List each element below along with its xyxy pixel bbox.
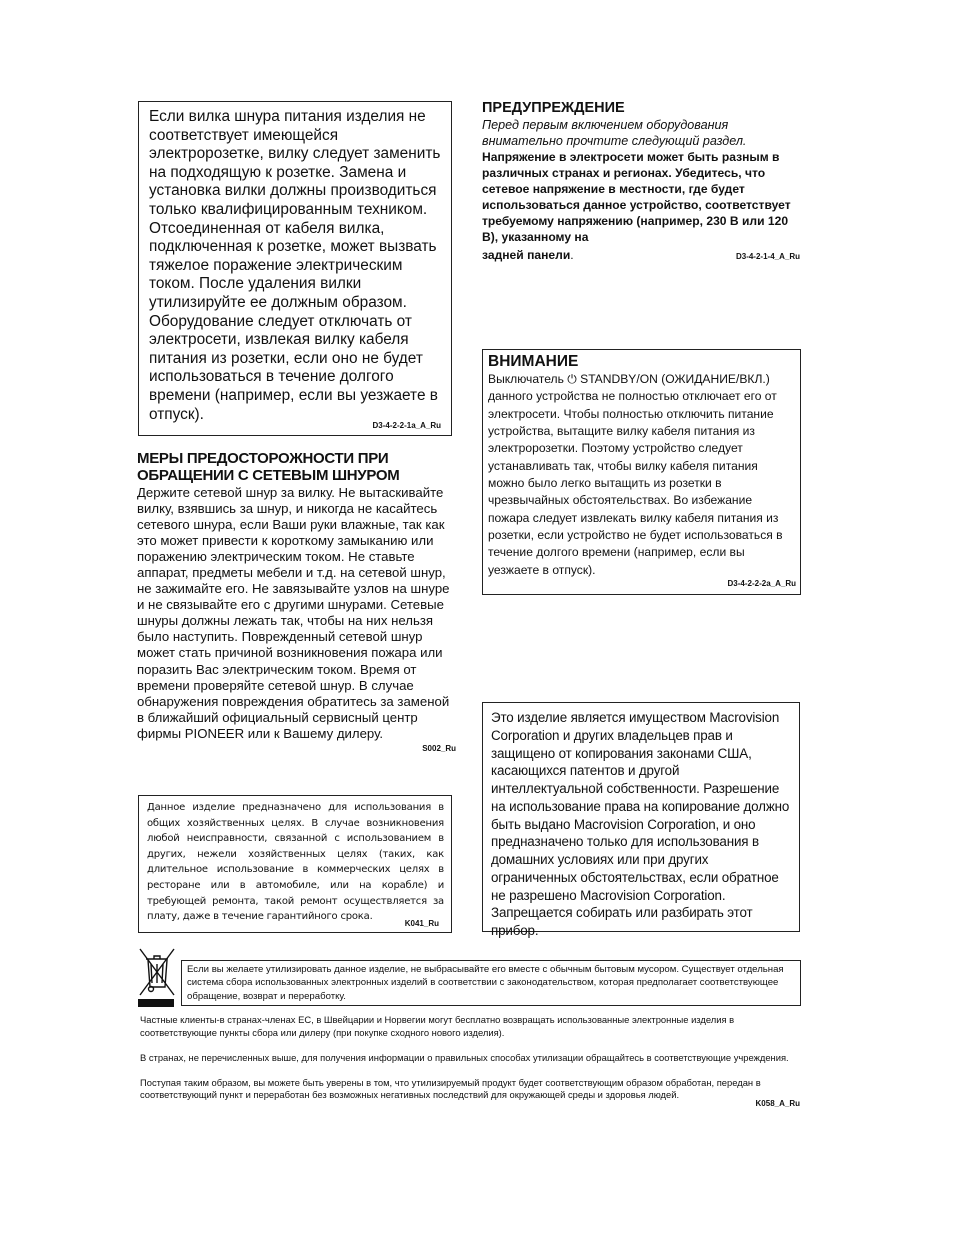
warning-period: . — [570, 247, 574, 262]
cord-heading — [137, 451, 453, 484]
doc-code: S002_Ru — [422, 743, 456, 753]
caution-text — [488, 371, 796, 579]
cord-heading-line1: МЕРЫ ПРЕДОСТОРОЖНОСТИ ПРИ — [137, 450, 389, 467]
recycling-box-text: Если вы желаете утилизировать данное изделие, не выбрасывайте его вместе с обычным бытовым мусором. Существует отдельная система сбора использованных электронных изделий в соответствии с законодательством, которая предполагает соответствующее обращение, возврат и переработку. — [187, 964, 784, 1002]
recycling-other-countries-text: В странах, не перечисленных выше, для получения информации о правильных способах утилизации обращайтесь в соответствующие учреждения. — [140, 1051, 789, 1063]
warning-voltage-text-end: задней панели — [482, 247, 571, 262]
voltage-warning — [482, 100, 800, 266]
recycling-assurance-text: Поступая таким образом, вы можете быть уверены в том, что утилизируемый продукт будет соответствующим образом обработан, передан в соответствующий пункт и переработан без возможных негативных последствий для окружающей среды и здоровья людей. — [140, 1076, 761, 1101]
plug-replacement-warning-box — [138, 101, 452, 436]
household-use-notice-box — [138, 795, 452, 933]
macrovision-text: Это изделие является имуществом Macrovision Corporation и других владельцев прав и защищено от копирования законами США, касающихся патентов и другой интеллектуальной собственности. Разрешение на использование права на копирование должно быть выдано Macrovision Corporation, и оно предназначено только для использования в домашних условиях или при других ограниченных обстоятельствах, если обратное не разрешено Macrovision Corporation. Запрещается собирать или разбирать этот прибор. — [491, 710, 790, 938]
plug-replacement-text: Если вилка шнура питания изделия не соответствует имеющейся электророзетке, вилку следует заменить на подходящую к розетке. Замена и установка вилки должны производиться только квалифицированным техником. Отсоединенная от кабеля вилка, подключенная к розетке, может вызвать тяжелое поражение электрическим током. После удаления вилки утилизируйте ее должным образом. Оборудование следует отключать от электросети, извлекая вилку кабеля питания из розетки, если оно не будет использоваться в течение долгого времени (например, если вы уезжаете в отпуск). — [149, 108, 441, 423]
recycling-info — [140, 1014, 800, 1111]
power-standby-icon: ⏻ — [567, 372, 577, 386]
macrovision-notice-box — [482, 702, 800, 938]
standby-caution-box — [482, 349, 801, 595]
power-cord-precautions — [137, 450, 456, 753]
warning-intro: Перед первым включением оборудования внимательно прочтите следующий раздел. — [482, 118, 747, 148]
caution-text-body: STANDBY/ON (ОЖИДАНИЕ/ВКЛ.) данного устройства не полностью отключает его от электросети. Чтобы полностью отключить питание устройства, вытащите вилку кабеля питания из электророзетки. Поэтому устройство следует устанавливать так, чтобы вилку кабеля питания можно было легко вытащить из розетки в чрезвычайных обстоятельствах. Во избежание пожара следует извлекать вилку кабеля питания из розетки, если устройство не будет использоваться в течение долгого времени (например, если вы уезжаете в отпуск). — [488, 372, 783, 577]
warning-last-line — [482, 246, 800, 266]
doc-code: D3-4-2-1-4_A_Ru — [735, 251, 800, 261]
warning-heading: ПРЕДУПРЕЖДЕНИЕ — [482, 100, 625, 116]
crossed-out-wheelie-bin-icon — [138, 947, 176, 1007]
doc-code: K058_A_Ru — [755, 1099, 800, 1109]
caution-text-start: Выключатель — [488, 372, 568, 386]
caution-heading: ВНИМАНИЕ — [488, 353, 579, 370]
doc-code: D3-4-2-2-1a_A_Ru — [372, 421, 441, 430]
warning-voltage-text: Напряжение в электросети может быть разным в различных странах и регионах. Убедитесь, что сетевое напряжение в местности, где будет использоваться данное устройство, соответствует требуемому напряжению (например, 230 В или 120 В), указанному на — [482, 150, 791, 245]
recycling-notice-box — [181, 960, 801, 1006]
recycling-eu-text: Частные клиенты-в странах-членах ЕС, в Швейцарии и Норвегии могут бесплатно возвращать использованные электронные изделия в соответствующие пункты сбора или дилеру (при покупке сходного нового изделия). — [140, 1014, 735, 1038]
doc-code: K041_Ru — [404, 919, 439, 928]
household-use-text: Данное изделие предназначено для использования в общих хозяйственных целях. В случае возникновения любой неисправности, связанной с использованием в других, нежели хозяйственных целях (таких, как длительное использование в коммерческих целях в ресторане или в автомобиле, или на корабле) и требующей ремонта, такой ремонт осуществляется за плату, даже в течение гарантийного срока. — [147, 802, 444, 923]
doc-code: D3-4-2-2-2a_A_Ru — [727, 579, 796, 589]
cord-text: Держите сетевой шнур за вилку. Не вытаскивайте вилку, взявшись за шнур, и никогда не касайтесь сетевого шнура, если Ваши руки влажные, так как это может привести к короткому замыканию или поражению электрическим током. Не ставьте аппарат, предметы мебели и т.д. на сетевой шнур, не зажимайте его. Не завязывайте узлов на шнуре и не связывайте его с другими шнурами. Сетевые шнуры должны лежать так, чтобы на них нельзя было наступить. Поврежденный сетевой шнур может стать причиной возникновения пожара или поразить Вас электрическим током. Время от времени проверяйте сетевой шнур. В случае обнаружения повреждения обратитесь за заменой в ближайший официальный сервисный центр фирмы PIONEER или к Вашему дилеру. — [137, 485, 450, 741]
cord-heading-line2: ОБРАЩЕНИИ С СЕТЕВЫМ ШНУРОМ — [137, 466, 400, 484]
